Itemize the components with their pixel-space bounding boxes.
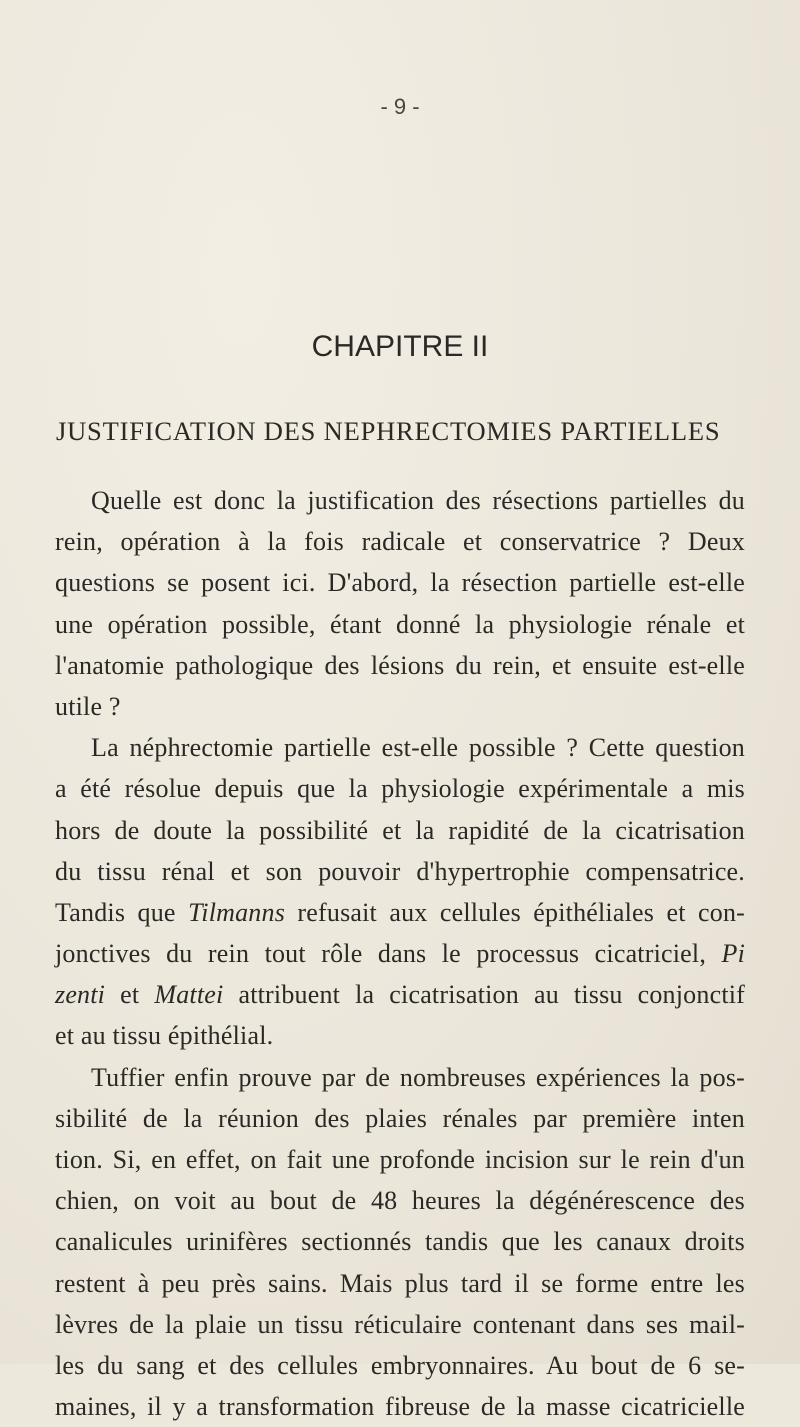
text-line: tion. Si, en effet, on fait une profonde incision sur le rein d'un	[55, 1145, 745, 1174]
author-name: Mattei	[154, 980, 224, 1010]
text-line: a été résolue depuis que la physiologie expérimentale a mis	[55, 774, 745, 804]
text-line: et au tissu épithélial.	[55, 1021, 274, 1051]
author-name: Pi	[721, 939, 745, 969]
section-title: JUSTIFICATION DES NEPHRECTOMIES PARTIELLES	[56, 416, 721, 446]
text-line: utile ?	[55, 691, 121, 721]
text-line: Quelle est donc la justification des résections partielles du	[91, 486, 745, 515]
text-line	[55, 933, 745, 974]
text-line: restent à peu près sains. Mais plus tard il se forme entre les	[55, 1268, 745, 1298]
text-line: l'anatomie pathologique des lésions du rein, et ensuite est-elle	[55, 650, 745, 680]
chapter-title: CHAPITRE II	[311, 330, 489, 363]
text-line: du tissu rénal et son pouvoir d'hypertrophie compensatrice.	[55, 856, 745, 886]
text-line: chien, on voit au bout de 48 heures la dégénérescence des	[55, 1186, 745, 1216]
text-line	[55, 892, 745, 933]
text-line: sibilité de la réunion des plaies rénales par première inten	[55, 1103, 745, 1133]
text-segment: Tandis que	[55, 897, 176, 927]
text-line: lèvres de la plaie un tissu réticulaire contenant dans ses mail-	[55, 1309, 745, 1339]
text-line: hors de doute la possibilité et la rapidité de la cicatrisation	[55, 815, 745, 845]
author-name: Tilmanns	[188, 897, 286, 927]
text-line	[55, 974, 745, 1015]
body-text	[55, 480, 745, 1427]
text-line: La néphrectomie partielle est-elle possible ? Cette question	[91, 733, 745, 763]
page-number: - 9 -	[380, 94, 420, 119]
text-line: maines, il y a transformation fibreuse de la masse cicatricielle	[55, 1392, 745, 1422]
author-name: zenti	[55, 980, 106, 1010]
text-line: Tuffier enfin prouve par de nombreuses expériences la pos-	[91, 1062, 745, 1092]
text-line: une opération possible, étant donné la physiologie rénale et	[55, 609, 745, 639]
text-line: rein, opération à la fois radicale et conservatrice ? Deux	[55, 527, 745, 557]
text-line: canalicules urinifères sectionnés tandis que les canaux droits	[55, 1227, 745, 1257]
text-segment: refusait aux cellules épithéliales et con-	[297, 897, 745, 927]
text-line: questions se posent ici. D'abord, la résection partielle est-elle	[55, 568, 745, 598]
text-line: les du sang et des cellules embryonnaires. Au bout de 6 se-	[55, 1350, 745, 1380]
text-segment: et	[120, 980, 140, 1010]
text-segment: attribuent la cicatrisation au tissu conjonctif	[238, 980, 746, 1010]
text-segment: jonctives du rein tout rôle dans le processus cicatriciel,	[55, 939, 707, 969]
